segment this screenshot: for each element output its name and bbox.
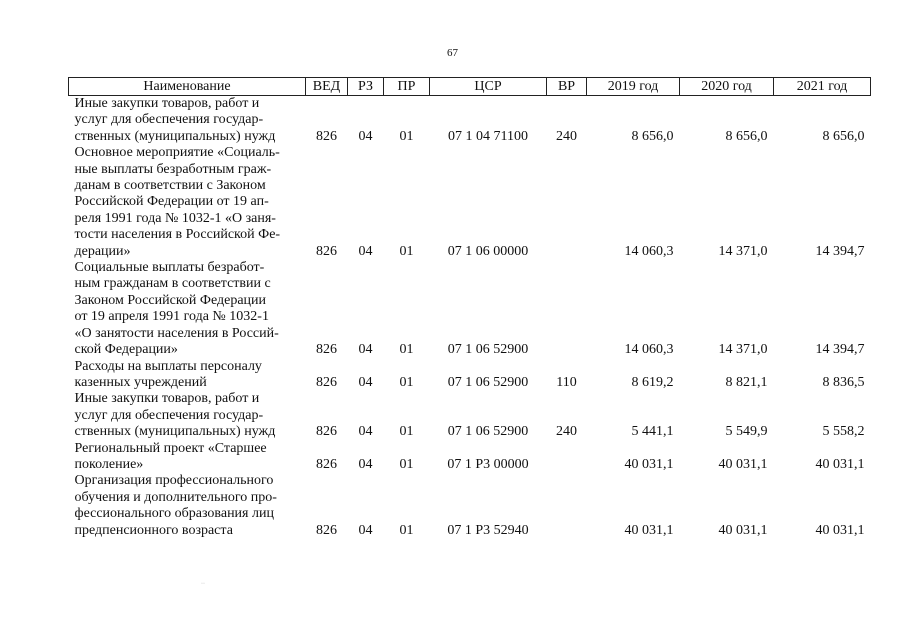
row-vr: 240 (556, 424, 577, 440)
row-2021: 8 836,5 (822, 374, 865, 390)
header-2020: 2020 год (680, 78, 774, 96)
row-rz: 04 (358, 128, 373, 144)
row-csr: 07 1 06 52900 (447, 374, 529, 390)
row-2019: 8 619,2 (631, 374, 674, 390)
row-csr: 07 1 P3 52940 (447, 522, 529, 538)
row-ved: 826 (316, 243, 337, 259)
row-name: Иные закупки товаров, работ и услуг для обеспечения государ- ственных (муниципальных) нужд (74, 391, 276, 440)
row-pr: 01 (399, 374, 414, 390)
row-pr: 01 (399, 456, 414, 472)
row-rz: 04 (358, 243, 373, 259)
row-2020: 8 821,1 (725, 374, 768, 390)
table-row (69, 260, 871, 358)
row-2019: 40 031,1 (624, 456, 674, 472)
header-vr: ВР (547, 78, 587, 96)
row-name: Расходы на выплаты персоналу казенных учреждений (74, 358, 262, 390)
table-row (69, 473, 871, 539)
row-rz: 04 (358, 424, 373, 440)
row-name: Иные закупки товаров, работ и услуг для обеспечения государ- ственных (муниципальных) нужд (74, 96, 276, 144)
header-name: Наименование (69, 78, 306, 96)
budget-table (68, 77, 871, 539)
header-rz: РЗ (348, 78, 384, 96)
row-2021: 14 394,7 (815, 243, 865, 259)
row-2020: 40 031,1 (718, 522, 768, 538)
row-2020: 14 371,0 (718, 342, 768, 358)
row-ved: 826 (316, 522, 337, 538)
row-vr (547, 441, 587, 474)
row-2021: 40 031,1 (815, 456, 865, 472)
row-name: Основное мероприятие «Социаль- ные выплаты безработным граж- данам в соответствии с Законом Российской Федерации от 19 ап- реля 1991 года № 1032-1 «О заня- тости населения в Российской Фе- дерации» (74, 145, 281, 259)
row-rz: 04 (358, 374, 373, 390)
table-row (69, 145, 871, 260)
row-2020: 8 656,0 (725, 128, 768, 144)
row-pr: 01 (399, 424, 414, 440)
table-body (69, 96, 871, 539)
table-row (69, 391, 871, 440)
table-row (69, 359, 871, 392)
row-pr: 01 (399, 243, 414, 259)
row-pr: 01 (399, 522, 414, 538)
page-number: 67 (447, 47, 458, 59)
row-ved: 826 (316, 374, 337, 390)
row-2020: 5 549,9 (725, 424, 768, 440)
row-csr: 07 1 06 52900 (447, 342, 529, 358)
header-2021: 2021 год (774, 78, 871, 96)
row-2019: 8 656,0 (631, 128, 674, 144)
row-csr: 07 1 P3 00000 (447, 456, 529, 472)
row-csr: 07 1 04 71100 (448, 128, 528, 144)
scan-speck: ·· (201, 581, 205, 587)
row-vr (547, 260, 587, 358)
row-2021: 14 394,7 (815, 342, 865, 358)
row-2019: 14 060,3 (624, 342, 674, 358)
row-csr: 07 1 06 00000 (447, 243, 529, 259)
row-ved: 826 (316, 128, 337, 144)
row-pr: 01 (399, 342, 414, 358)
row-rz: 04 (358, 522, 373, 538)
row-vr (547, 145, 587, 260)
row-pr: 01 (399, 128, 414, 144)
table-header (69, 78, 871, 96)
row-rz: 04 (358, 342, 373, 358)
row-2021: 8 656,0 (822, 128, 865, 144)
row-2019: 5 441,1 (631, 424, 674, 440)
header-pr: ПР (384, 78, 430, 96)
row-rz: 04 (358, 456, 373, 472)
header-2019: 2019 год (587, 78, 680, 96)
row-2020: 14 371,0 (718, 243, 768, 259)
row-ved: 826 (316, 424, 337, 440)
row-2021: 40 031,1 (815, 522, 865, 538)
table-row (69, 441, 871, 474)
header-csr: ЦСР (430, 78, 547, 96)
row-2019: 14 060,3 (624, 243, 674, 259)
row-ved: 826 (316, 456, 337, 472)
row-vr: 110 (556, 374, 577, 390)
row-2020: 40 031,1 (718, 456, 768, 472)
row-vr (547, 473, 587, 539)
header-row (69, 78, 871, 96)
row-name: Социальные выплаты безработ- ным гражданам в соответствии с Законом Российской Федерации от 19 апреля 1991 года № 1032-1 «О занятости населения в Россий- ской Федерации» (74, 260, 279, 358)
header-ved: ВЕД (306, 78, 348, 96)
row-2019: 40 031,1 (624, 522, 674, 538)
table-row (69, 96, 871, 146)
row-ved: 826 (316, 342, 337, 358)
row-name: Региональный проект «Старшее поколение» (74, 440, 267, 472)
row-name: Организация профессионального обучения и дополнительного про- фессионального образования лиц предпенсионного возраста (74, 473, 277, 538)
row-vr: 240 (556, 128, 577, 144)
row-csr: 07 1 06 52900 (447, 424, 529, 440)
row-2021: 5 558,2 (822, 424, 865, 440)
